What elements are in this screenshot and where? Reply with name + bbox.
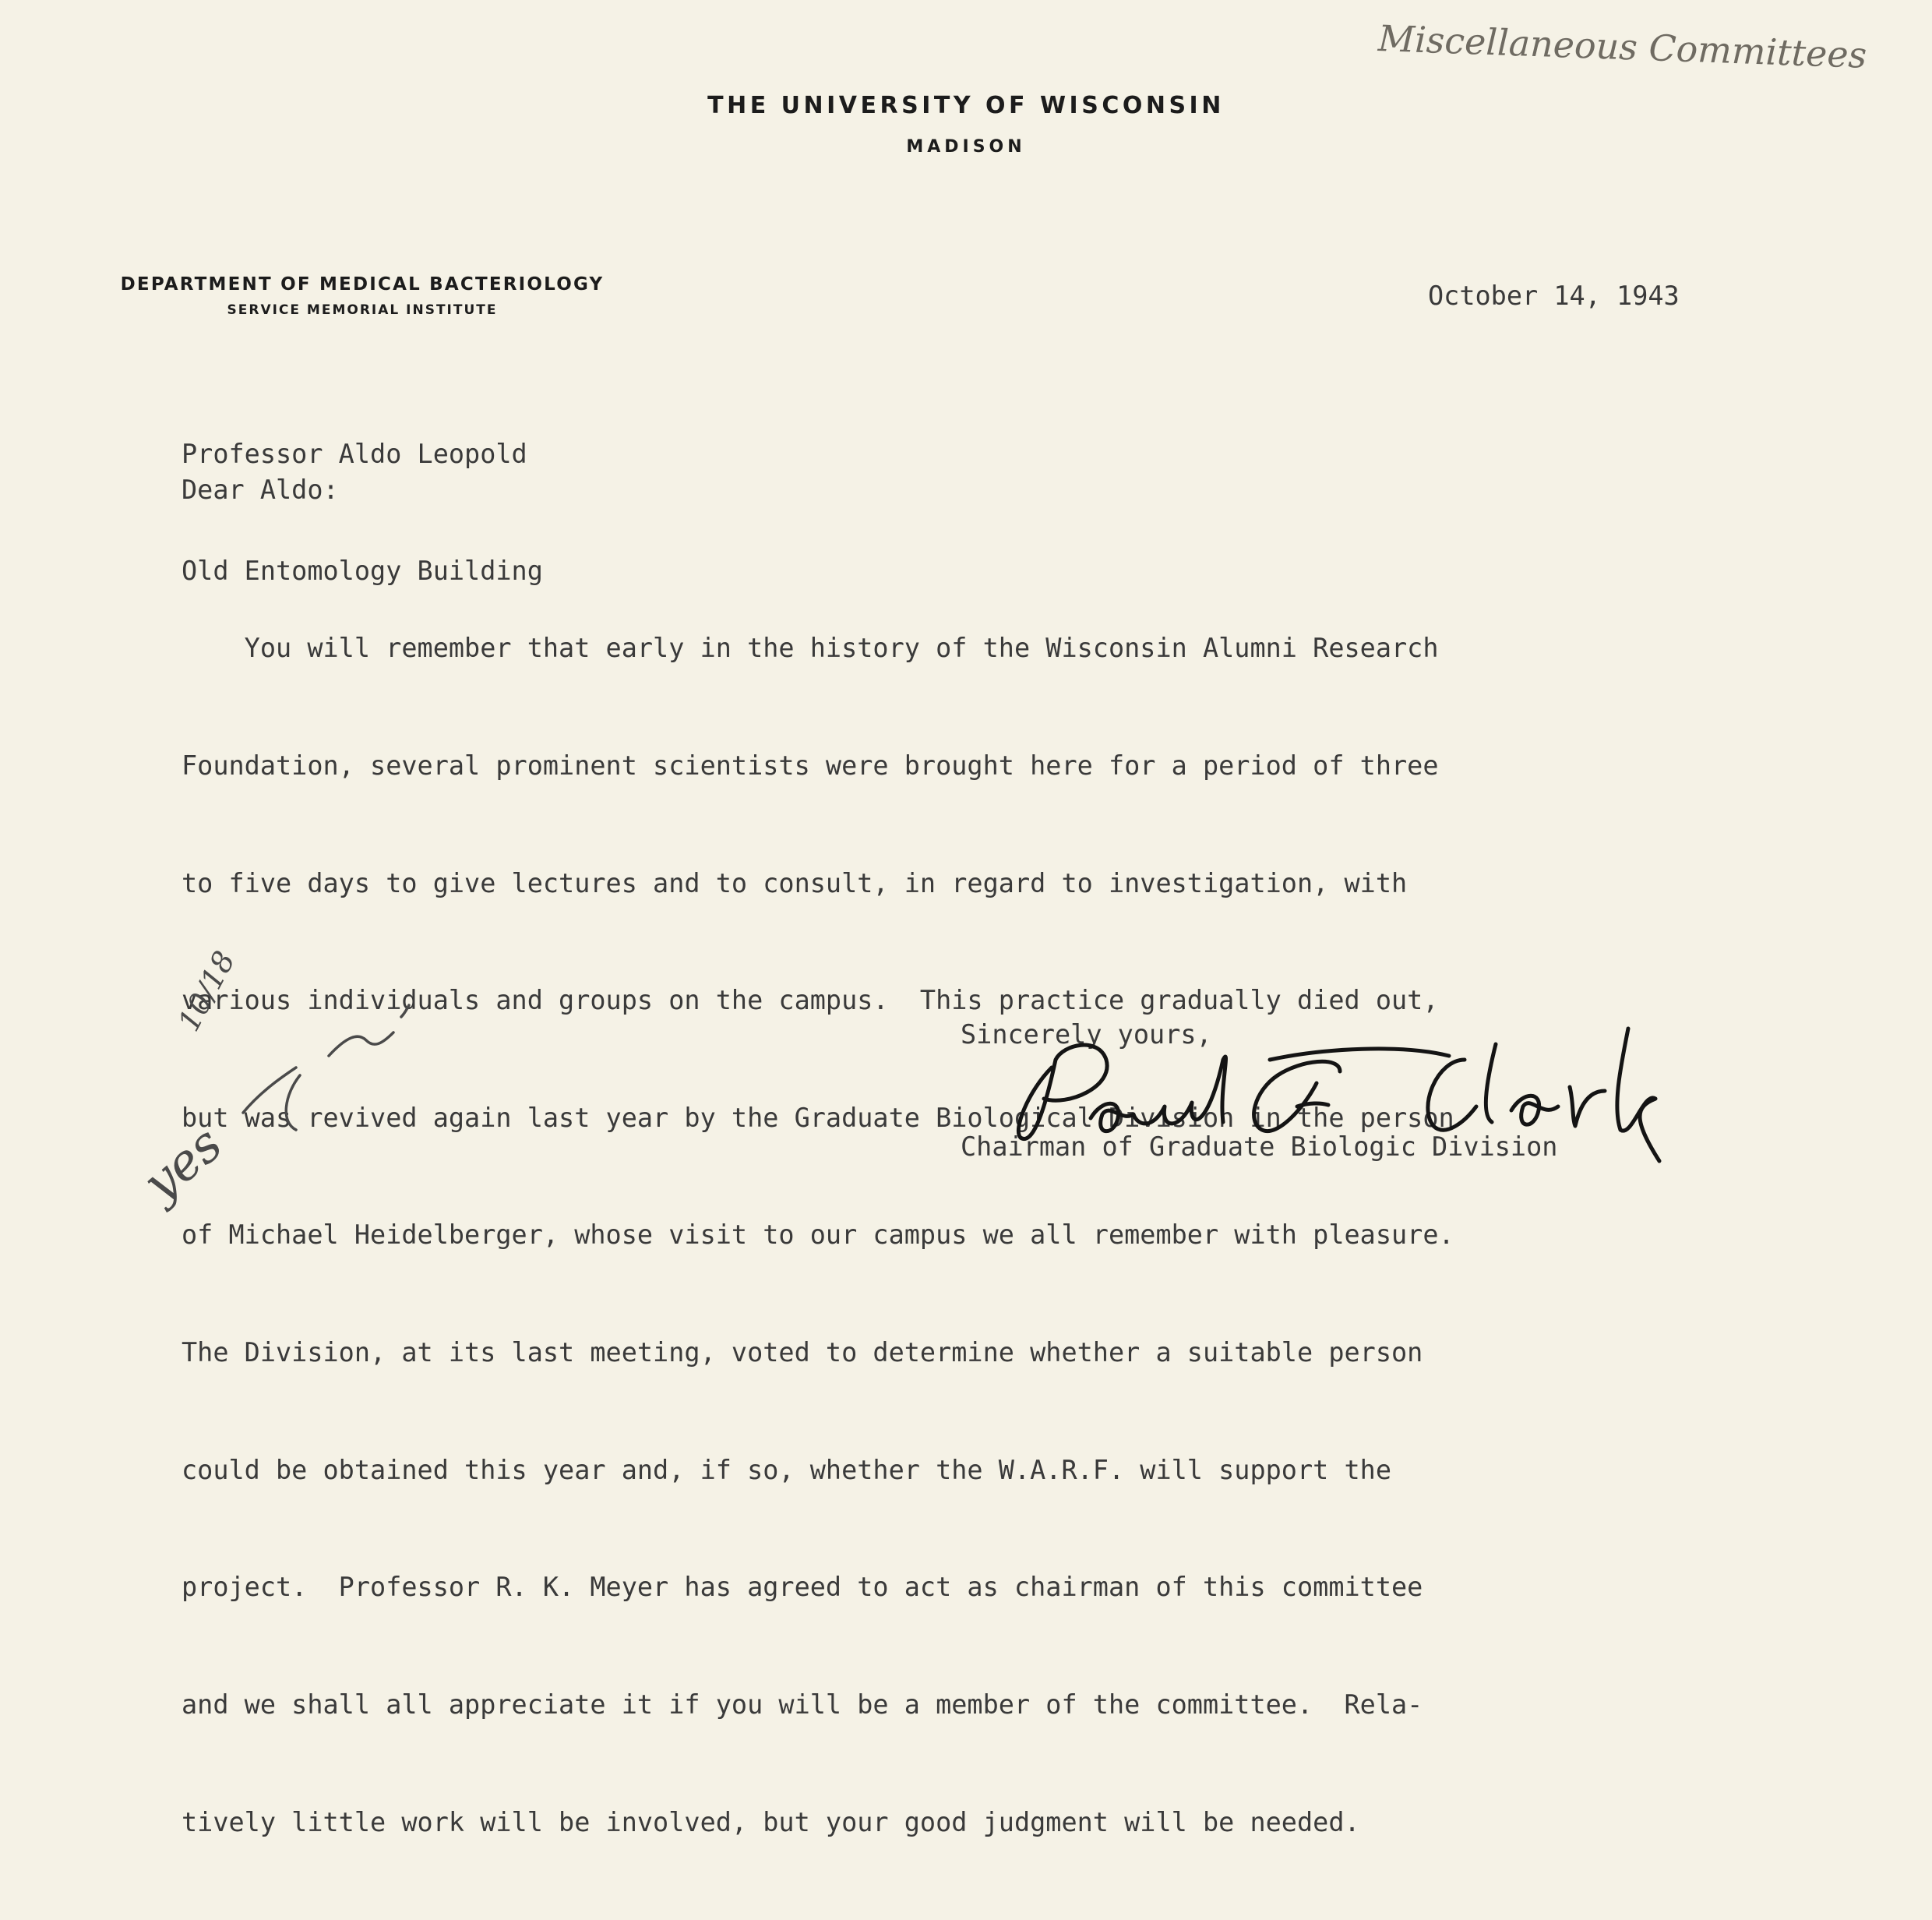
salutation: Dear Aldo: [182, 475, 339, 505]
letterhead-title: THE UNIVERSITY OF WISCONSIN [707, 92, 1225, 119]
department-block [93, 274, 631, 318]
body-line: various individuals and groups on the campus. This practice gradually died out, [182, 985, 1439, 1016]
body-line: tively little work will be involved, but your good judgment will be needed. [182, 1806, 1360, 1837]
body-line: project. Professor R. K. Meyer has agreed to act as chairman of this committee [182, 1572, 1423, 1603]
letterhead-city: MADISON [906, 137, 1026, 157]
body-line: and we shall all appreciate it if you will be a member of the committee. Rela- [182, 1689, 1423, 1720]
recipient-name: Professor Aldo Leopold [182, 439, 527, 469]
handwritten-filing-note: Miscellaneous Committees [1377, 17, 1868, 76]
body-line: but was revived again last year by the Graduate Biological Division in the person [182, 1102, 1454, 1133]
body-line: of Michael Heidelberger, whose visit to our campus we all remember with pleasure. [182, 1219, 1454, 1251]
recipient-building: Old Entomology Building [182, 556, 543, 586]
signer-title: Chairman of Graduate Biologic Division [961, 1131, 1558, 1162]
body-line: Foundation, several prominent scientists were brought here for a period of three [182, 750, 1439, 782]
closing: Sincerely yours, [961, 1019, 1212, 1050]
pencil-annotation [125, 945, 483, 1231]
pencil-date: 10/18 [171, 945, 242, 1037]
body-line: The Division, at its last meeting, voted to determine whether a suitable person [182, 1337, 1423, 1368]
body-line: could be obtained this year and, if so, whether the W.A.R.F. will support the [182, 1454, 1391, 1485]
letter-body [182, 551, 1454, 1920]
body-line: to five days to give lectures and to consult, in regard to investigation, with [182, 867, 1408, 898]
department-name: DEPARTMENT OF MEDICAL BACTERIOLOGY [120, 274, 605, 295]
body-line: You will remember that early in the history of the Wisconsin Alumni Research [182, 633, 1439, 664]
department-subtitle: SERVICE MEMORIAL INSTITUTE [227, 302, 498, 318]
pencil-reply: yes [132, 1115, 234, 1213]
letter-date: October 14, 1943 [1428, 281, 1680, 311]
